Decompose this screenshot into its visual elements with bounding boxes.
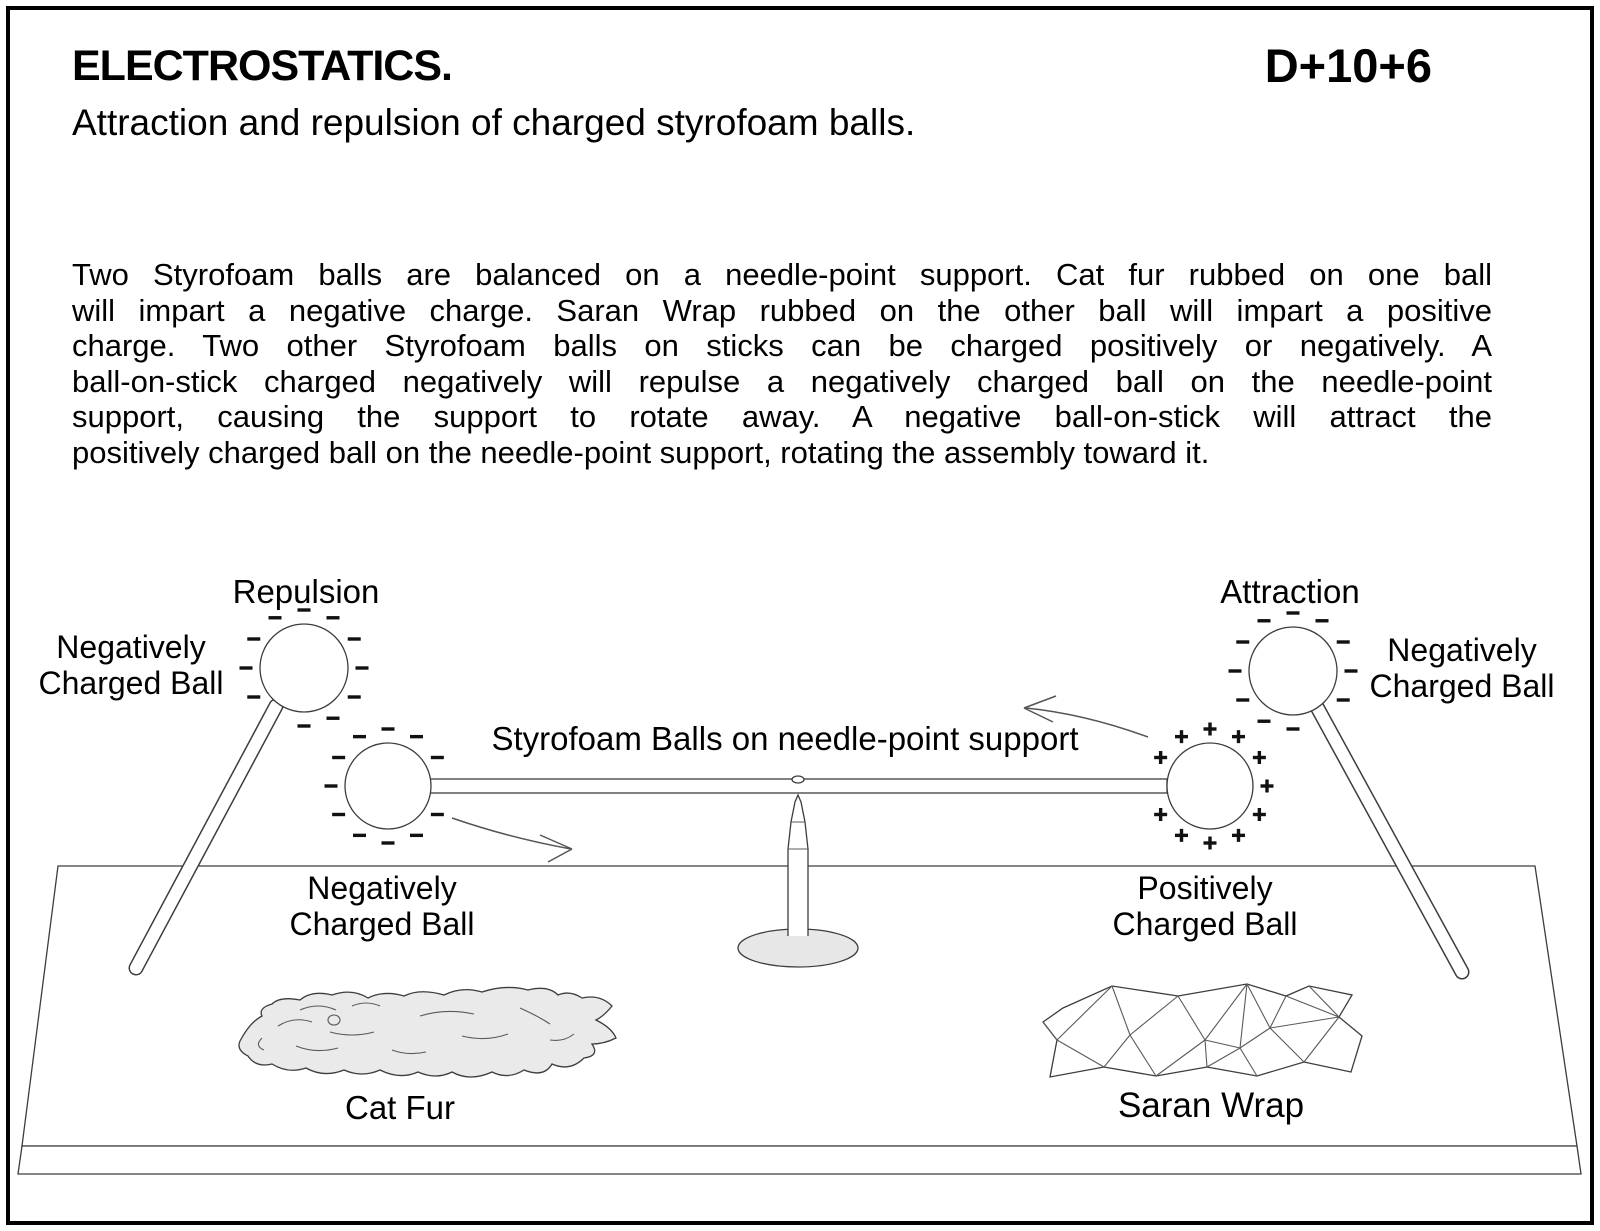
support-label: Styrofoam Balls on needle-point support [491, 720, 1079, 757]
stick-ball-left [260, 624, 348, 712]
right-stick-ball-label [1370, 632, 1555, 704]
label-line: Charged Ball [289, 906, 475, 942]
saran-wrap-illustration [1043, 984, 1362, 1077]
right-needle-ball-label [1113, 870, 1298, 942]
paragraph-line: charge. Two other Styrofoam balls on sticks can be charged positively or negatively. A [72, 328, 1492, 363]
label-line: Negatively [307, 870, 457, 906]
label-line: Charged Ball [1369, 668, 1555, 704]
description-paragraph [72, 257, 1492, 470]
repulsion-label: Repulsion [232, 573, 380, 610]
label-line: Negatively [1387, 632, 1537, 668]
pivot-bead [792, 776, 804, 783]
needle-ball-left [345, 743, 431, 829]
repulsion-arrow [452, 818, 572, 862]
label-line: Charged Ball [1112, 906, 1298, 942]
paragraph-line: support, causing the support to rotate away. A negative ball-on-stick will attract the [72, 399, 1492, 434]
left-stick-ball-label [39, 629, 224, 701]
page-title: ELECTROSTATICS. [72, 42, 452, 90]
needle-ball-right [1167, 743, 1253, 829]
paragraph-line: Two Styrofoam balls are balanced on a needle-point support. Cat fur rubbed on one ball [72, 257, 1492, 292]
stick-ball-right [1249, 627, 1337, 715]
label-line: Negatively [56, 629, 206, 665]
attraction-label: Attraction [1220, 573, 1360, 610]
paragraph-line: positively charged ball on the needle-point support, rotating the assembly toward it. [72, 434, 1210, 470]
page-subtitle: Attraction and repulsion of charged styrofoam balls. [72, 102, 916, 143]
paragraph-line: will impart a negative charge. Saran Wrap rubbed on the other ball will impart a positive [72, 292, 1492, 328]
left-needle-ball-label [290, 870, 475, 942]
label-line: Positively [1137, 870, 1273, 906]
support-needle [788, 795, 808, 936]
saran-wrap-label: Saran Wrap [1117, 1086, 1305, 1125]
cat-fur-label: Cat Fur [344, 1089, 456, 1126]
catalog-code: D+10+6 [1264, 39, 1432, 92]
cat-fur-illustration [239, 987, 616, 1077]
table-front-edge [18, 1146, 1581, 1174]
label-line: Charged Ball [38, 665, 224, 701]
paragraph-line: ball-on-stick charged negatively will repulse a negatively charged ball on the needle-point [72, 363, 1492, 399]
